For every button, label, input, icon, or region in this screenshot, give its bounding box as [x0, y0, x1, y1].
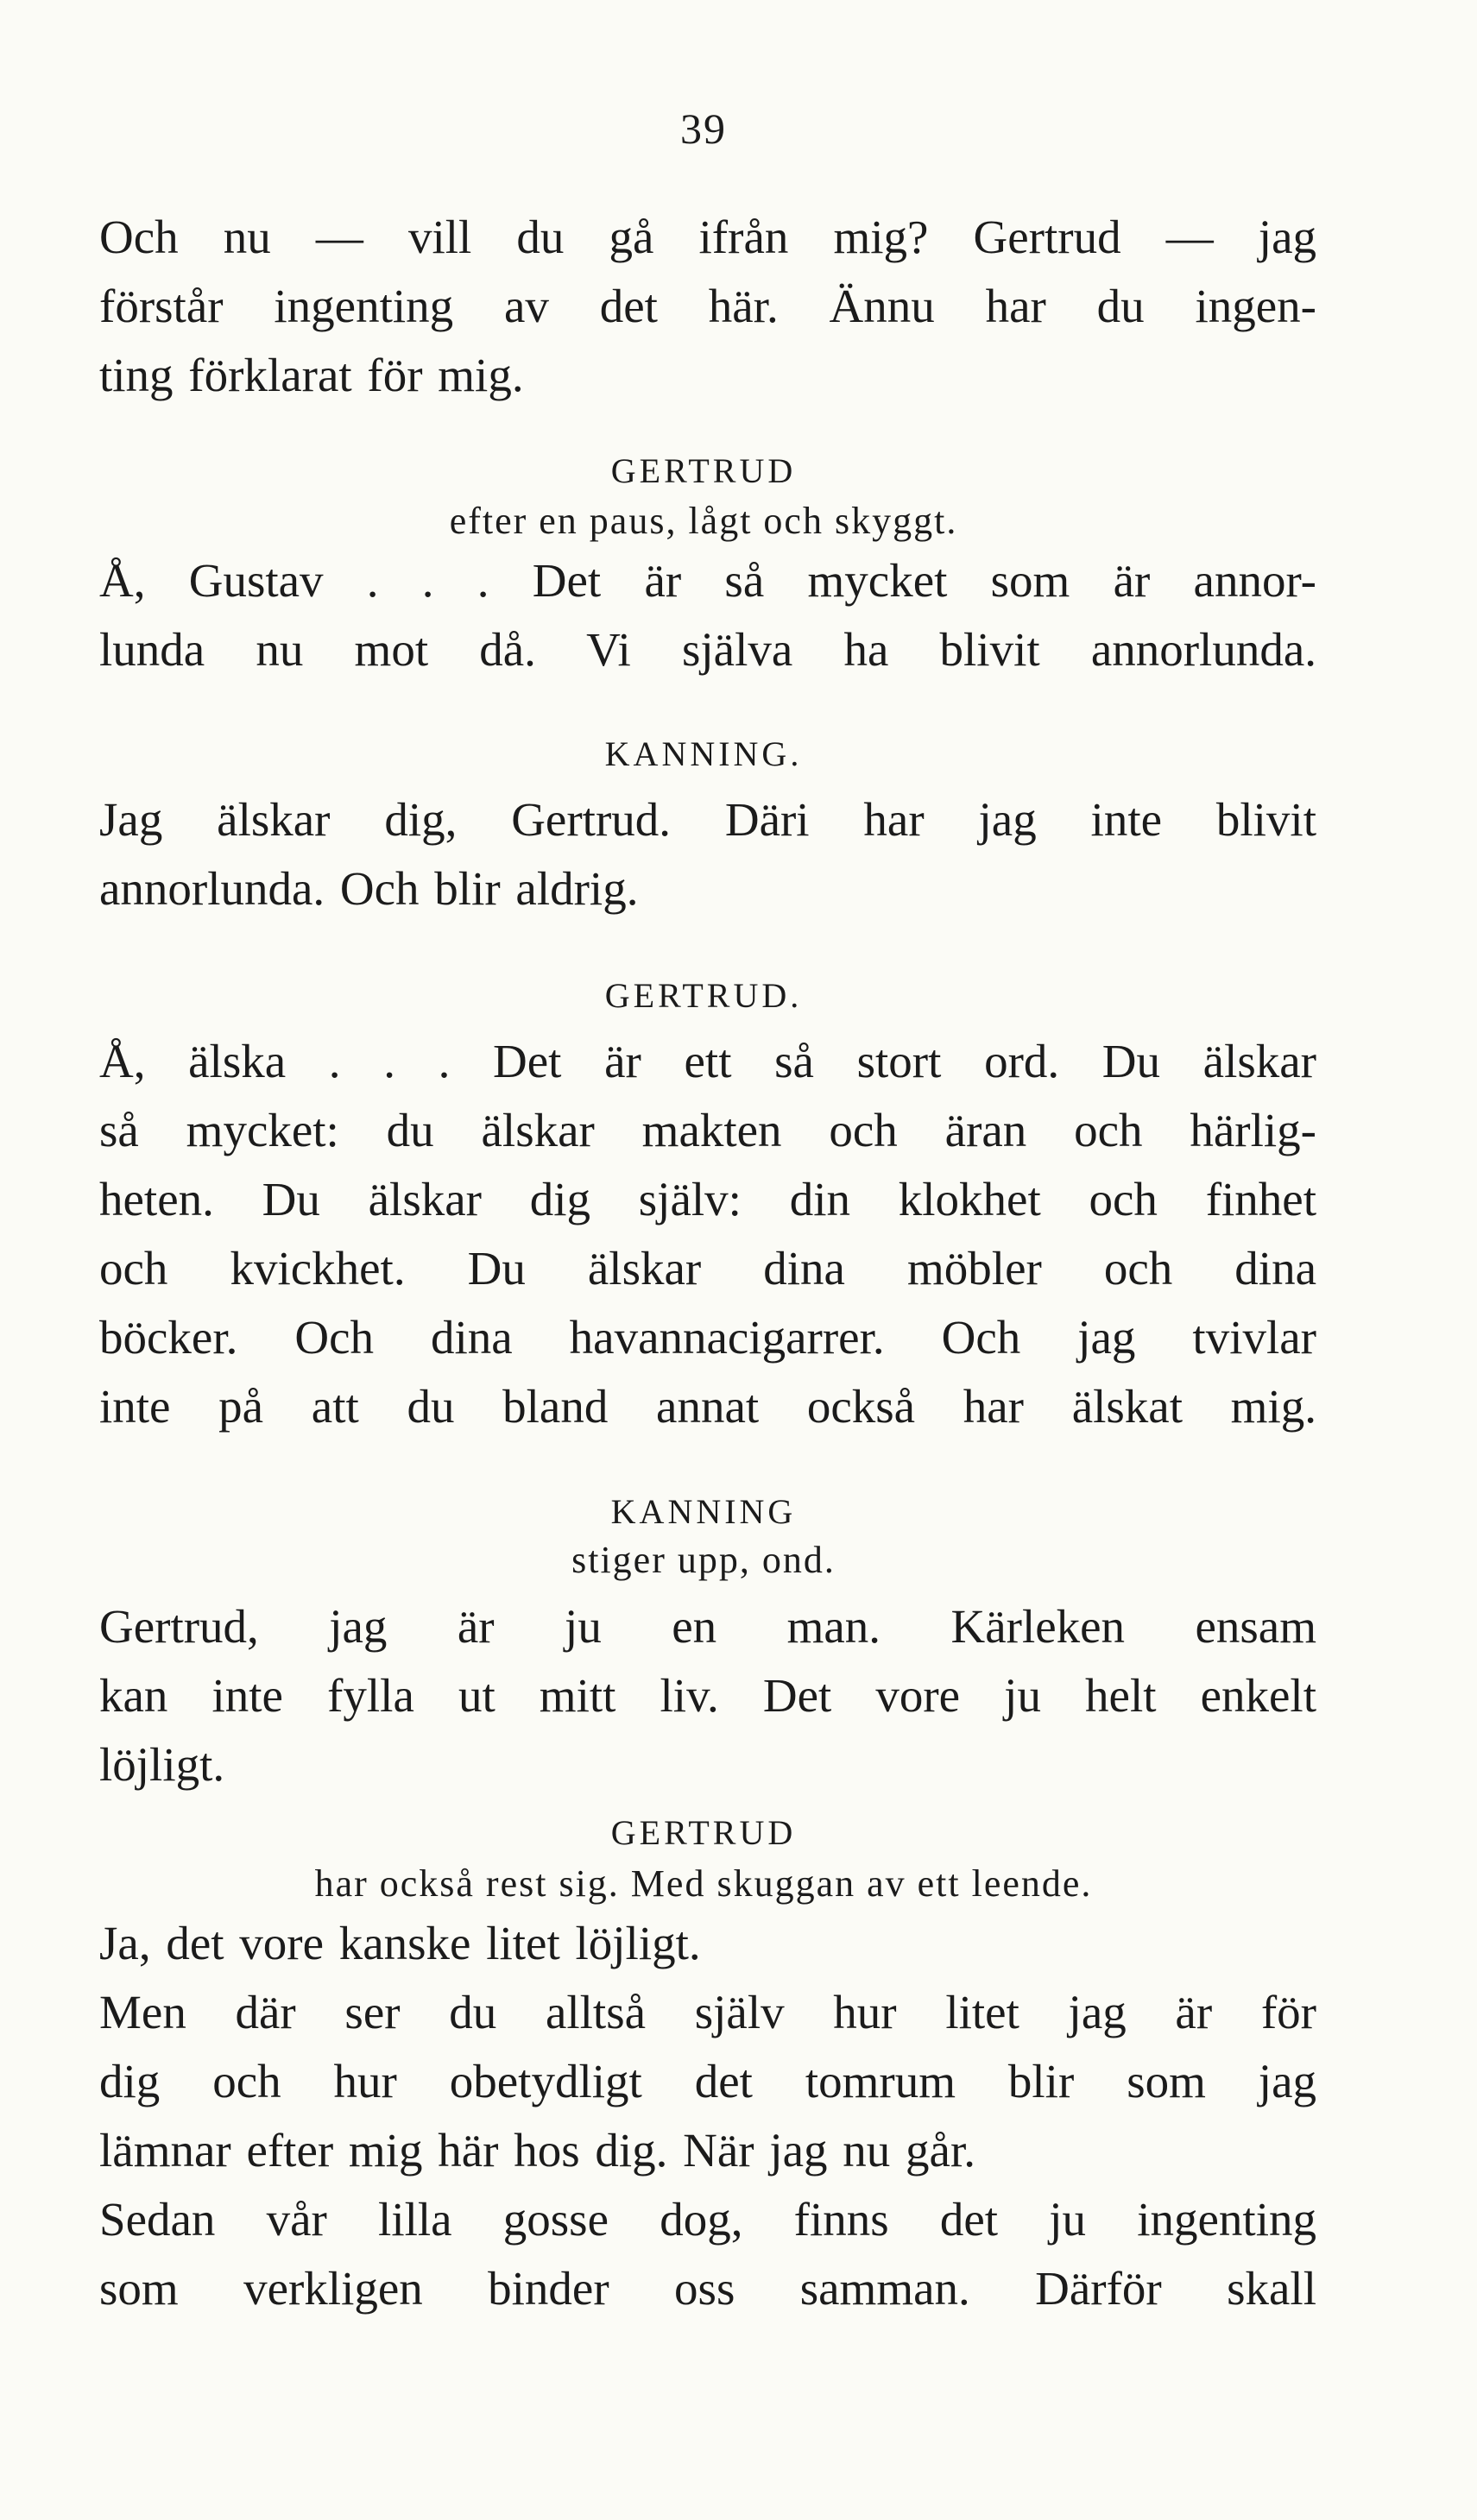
text-line: Och nu — vill du gå ifrån mig? Gertrud — jag — [99, 211, 1316, 263]
speaker-name: GERTRUD. — [604, 976, 803, 1015]
speaker-name: GERTRUD — [610, 1813, 797, 1852]
text-line: Men där ser du alltså själv hur litet jag är för — [99, 1986, 1316, 2038]
text-line: löjligt. — [99, 1738, 225, 1791]
text-line: ting förklarat för mig. — [99, 349, 524, 401]
speaker-name: KANNING — [610, 1492, 797, 1531]
text-line: inte på att du bland annat också har älskat mig. — [99, 1380, 1316, 1433]
dialogue-paragraph — [99, 785, 1316, 923]
dialogue-paragraph — [99, 1592, 1316, 1799]
dialogue-paragraph — [99, 1978, 1316, 2185]
speaker-name: GERTRUD — [610, 451, 797, 490]
dialogue-paragraph — [99, 1027, 1316, 1441]
text-line: Sedan vår lilla gosse dog, finns det ju ingenting — [99, 2193, 1316, 2246]
speaker-name: KANNING. — [604, 734, 803, 773]
paragraph-text — [99, 785, 1316, 923]
text-line: förstår ingenting av det här. Ännu har du ingen- — [99, 280, 1316, 332]
text-line: Å, Gustav . . . Det är så mycket som är annor- — [99, 554, 1316, 607]
text-line: lämnar efter mig här hos dig. När jag nu går. — [99, 2124, 975, 2177]
paragraph-text — [99, 1592, 1316, 1799]
paragraph-text — [99, 1027, 1316, 1441]
paragraph-text — [99, 546, 1316, 684]
text-line: dig och hur obetydligt det tomrum blir som jag — [99, 2055, 1316, 2107]
text-line: heten. Du älskar dig själv: din klokhet och finhet — [99, 1173, 1316, 1225]
paragraph-text — [99, 1909, 1316, 1978]
paragraph-text — [99, 1978, 1316, 2185]
dialogue-paragraph — [99, 546, 1316, 684]
stage-direction: stiger upp, ond. — [571, 1539, 836, 1581]
text-line: som verkligen binder oss samman. Därför skall — [99, 2262, 1316, 2315]
page-number: 39 — [680, 104, 727, 153]
dialogue-paragraph — [99, 1909, 1316, 1978]
text-line: Jag älskar dig, Gertrud. Däri har jag inte blivit — [99, 793, 1316, 846]
stage-direction: efter en paus, lågt och skyggt. — [449, 500, 958, 542]
text-line: Ja, det vore kanske litet löjligt. — [99, 1917, 701, 1969]
text-line: böcker. Och dina havannacigarrer. Och jag tvivlar — [99, 1311, 1316, 1364]
text-line: Å, älska . . . Det är ett så stort ord. Du älskar — [99, 1035, 1316, 1087]
text-line: annorlunda. Och blir aldrig. — [99, 862, 639, 915]
paragraph-text — [99, 203, 1316, 410]
paragraph-text — [99, 2185, 1316, 2323]
text-line: Gertrud, jag är ju en man. Kärleken ensam — [99, 1600, 1316, 1653]
stage-direction: har också rest sig. Med skuggan av ett leende. — [314, 1862, 1093, 1905]
text-line: lunda nu mot då. Vi själva ha blivit annorlunda. — [99, 623, 1316, 676]
text-line: kan inte fylla ut mitt liv. Det vore ju helt enkelt — [99, 1669, 1316, 1722]
text-line: och kvickhet. Du älskar dina möbler och dina — [99, 1242, 1316, 1295]
dialogue-paragraph — [99, 2185, 1316, 2323]
dialogue-paragraph — [99, 203, 1316, 410]
text-line: så mycket: du älskar makten och äran och härlig- — [99, 1104, 1316, 1156]
